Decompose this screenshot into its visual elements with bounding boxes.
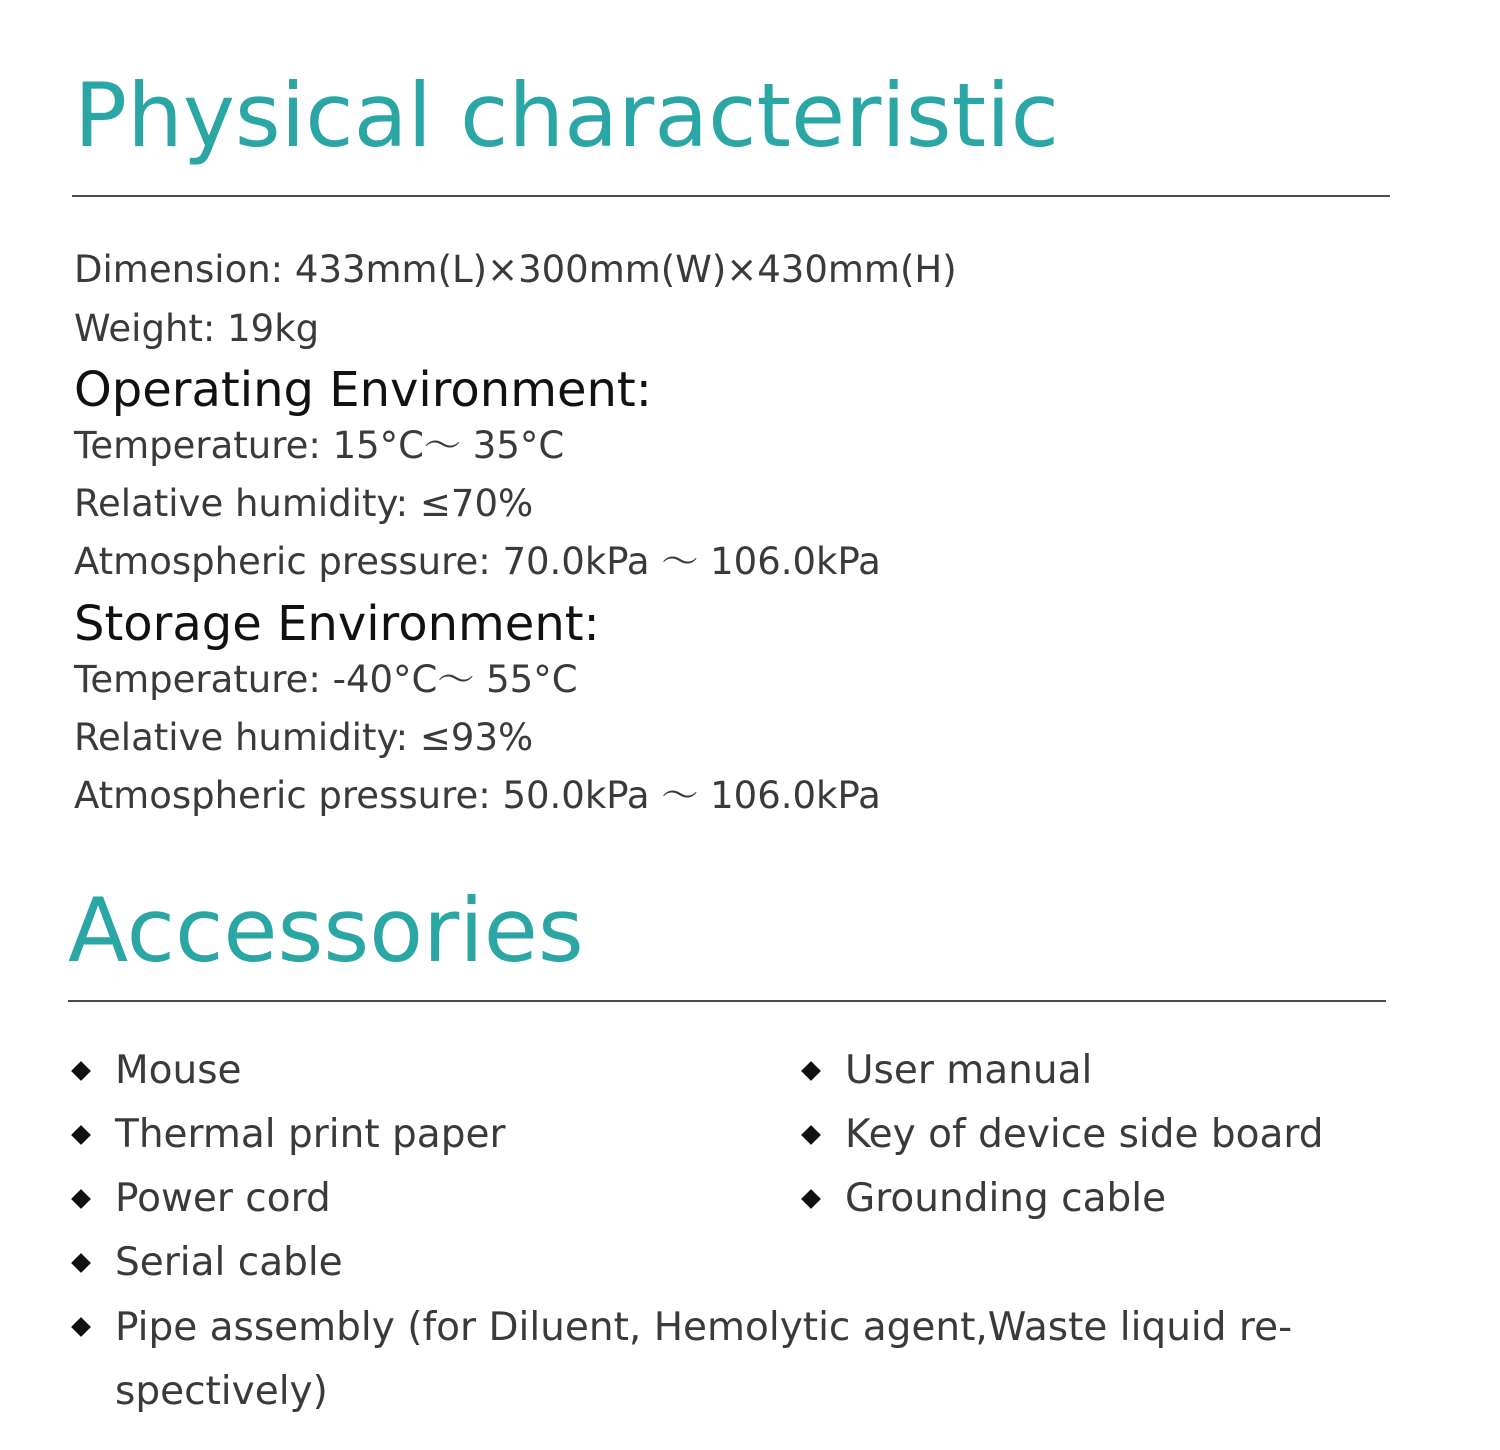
accessory-item <box>70 1232 343 1294</box>
storage-environment-heading: Storage Environment: <box>74 596 600 652</box>
physical-section-divider <box>72 195 1390 197</box>
accessory-item <box>70 1040 242 1102</box>
bullet-diamond-icon <box>71 1125 91 1145</box>
physical-characteristic-title: Physical characteristic <box>74 64 1059 167</box>
accessory-item <box>800 1168 1166 1230</box>
accessory-item <box>70 1168 331 1230</box>
bullet-diamond-icon <box>801 1189 821 1209</box>
accessory-item-label: User manual <box>845 1048 1093 1093</box>
accessory-item <box>800 1040 1092 1102</box>
accessory-item <box>70 1296 1345 1424</box>
storage-pressure-text: Atmospheric pressure: 50.0kPa ～ 106.0kPa <box>74 774 881 817</box>
bullet-diamond-icon <box>801 1061 821 1081</box>
bullet-diamond-icon <box>801 1125 821 1145</box>
accessories-title: Accessories <box>68 879 584 982</box>
bullet-diamond-icon <box>71 1317 91 1337</box>
storage-temperature-text: Temperature: -40°C～ 55°C <box>74 658 578 701</box>
bullet-diamond-icon <box>71 1189 91 1209</box>
accessory-item-label: Power cord <box>115 1176 331 1221</box>
dimension-text: Dimension: 433mm(L)×300mm(W)×430mm(H) <box>74 248 957 291</box>
accessory-item-label: Grounding cable <box>845 1176 1167 1221</box>
operating-pressure-text: Atmospheric pressure: 70.0kPa ～ 106.0kPa <box>74 540 881 583</box>
accessories-section-divider <box>68 1000 1386 1002</box>
accessory-item <box>800 1104 1324 1166</box>
accessory-item-label: Mouse <box>115 1048 242 1093</box>
accessory-item-label: Key of device side board <box>845 1112 1324 1157</box>
accessory-item-label: Serial cable <box>115 1240 343 1285</box>
accessory-item <box>70 1104 505 1166</box>
operating-humidity-text: Relative humidity: ≤70% <box>74 482 534 525</box>
accessory-item-label: Thermal print paper <box>115 1112 506 1157</box>
bullet-diamond-icon <box>71 1253 91 1273</box>
storage-humidity-text: Relative humidity: ≤93% <box>74 716 534 759</box>
bullet-diamond-icon <box>71 1061 91 1081</box>
weight-text: Weight: 19kg <box>74 307 320 350</box>
accessory-item-label: Pipe assembly (for Diluent, Hemolytic agent,Waste liquid re-spectively) <box>115 1305 1293 1414</box>
operating-environment-heading: Operating Environment: <box>74 362 652 418</box>
operating-temperature-text: Temperature: 15°C～ 35°C <box>74 424 565 467</box>
